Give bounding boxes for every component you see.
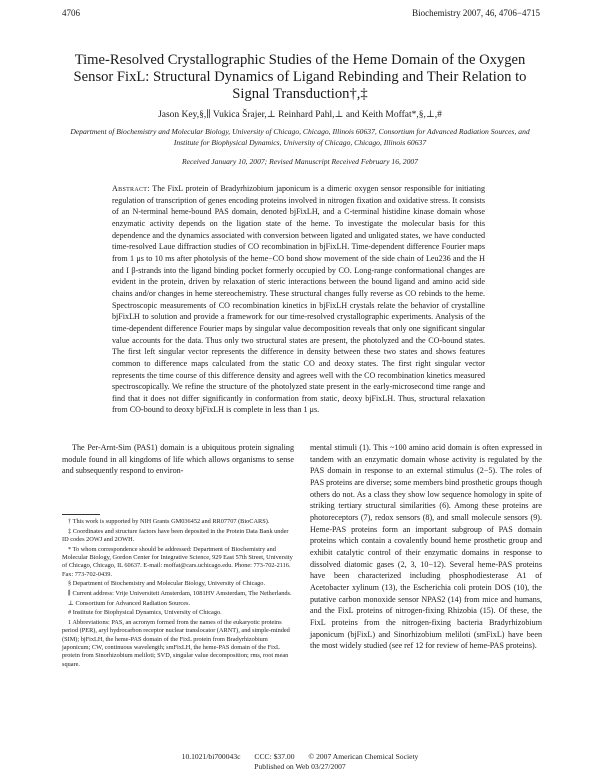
footnote: # Institute for Biophysical Dynamics, University of Chicago. xyxy=(68,609,222,617)
page-footer xyxy=(0,752,600,772)
price: CCC: $37.00 xyxy=(254,752,295,761)
article-title: Time-Resolved Crystallographic Studies of the Heme Domain of the Oxygen Sensor FixL: Structural Dynamics of Ligand Rebinding and Their Relation to Signal Transduction†,‡ xyxy=(73,52,527,102)
copyright: © 2007 American Chemical Society xyxy=(308,752,419,761)
footnote: 1 Abbreviations: PAS, an acronym formed from the names of the eukaryotic proteins period (PER), aryl hydrocarbon receptor nuclear translocator (ARNT), and simple-minded (SIM); bjFixLH, the heme-PAS domain of the FixL protein from Bradyrhizobium japonicum; CW, continuous wavelength; smFixLH, the heme-PAS domain of the FixL protein from Sinorhizobium meliloti; SVD, singular value decomposition; rms, root mean square. xyxy=(62,618,290,668)
abstract-text: The FixL protein of Bradyrhizobium japonicum is a dimeric oxygen sensor responsible for initiating regulation of transcription of genes encoding proteins involved in nitrogen fixation and oxidative stress. It consists of an N-terminal heme-bound PAS domain, denoted bjFixLH, and a C-terminal histidine kinase domain whose enzymatic activity depends on the ligation state of the heme. To investigate the molecular basis for this dependence and the dynamics associated with conversion between ligated and unligated states, we have conducted time-resolved Laue diffraction studies of CO recombination in bjFixLH. Time-dependent difference Fourier maps from 1 μs to 10 ms after photolysis of the heme−CO bond show movement of the side chain of Leu236 and the H and I β-strands into the ligand binding pocket formerly occupied by CO. Long-range conformational changes are evident in the protein, driven by relaxation of steric interactions between the bound ligand and amino acid side chains and/or changes in heme stereochemistry. These structural changes fully reverse as CO rebinds to the heme. Spectroscopic measurements of CO recombination kinetics in bjFixLH crystals relate the behavior of crystalline bjFixLH to solution and provide a framework for our time-resolved crystallographic experiments. Analysis of the time-dependent difference Fourier maps by singular value decomposition reveals that only one significant singular value accounts for the data. Thus only two structural states are present, the photolyzed and the CO-bound states. The first left singular vector represents the difference in density between these two states and shows features common to difference maps calculated from the static CO and deoxy states. The first right singular vector represents the time course of this difference density and agrees well with the CO recombination kinetics measured spectroscopically. We refine the structure of the photolyzed state present in the early-microsecond time range and find that it does not differ significantly in conformation from static, deoxy bjFixLH. Thus, structural relaxation from CO-bound to deoxy bjFixLH is complete in less than 1 μs. xyxy=(112,184,485,415)
running-header xyxy=(0,8,600,22)
abstract xyxy=(112,183,485,416)
footnote: ⊥ Consortium for Advanced Radiation Sources. xyxy=(68,599,191,607)
footnote: † This work is supported by NIH Grants GM036452 and RR07707 (BioCARS). xyxy=(68,518,270,525)
footnote: ∥ Current address: Vrije Universiteit Amsterdam, 1081HV Amsterdam, The Netherlands. xyxy=(68,590,292,597)
footnote: * To whom correspondence should be addressed: Department of Biochemistry and Molecular Biology, Gordon Center for Integrative Science, 929 East 57th Street, University of Chicago, Chicago, IL 60637. E-mail: moffat@cars.uchicago.edu. Phone: 773-702-2116. Fax: 773-702-0439. xyxy=(62,545,293,578)
footnote-divider xyxy=(62,514,100,515)
author-list: Jason Key,§,∥ Vukica Šrajer,⊥ Reinhard Pahl,⊥ and Keith Moffat*,§,⊥,# xyxy=(158,110,442,120)
received-dates: Received January 10, 2007; Revised Manuscript Received February 16, 2007 xyxy=(182,157,418,166)
affiliations: Department of Biochemistry and Molecular Biology, University of Chicago, Chicago, Illinois 60637, Consortium for Advanced Radiation Sources, and Institute for Biophysical Dynamics, University of Chicago, Chicago, Illinois 60637 xyxy=(70,127,530,147)
footnote: § Department of Biochemistry and Molecular Biology, University of Chicago. xyxy=(68,580,266,588)
body-text-left-column: The Per-Arnt-Sim (PAS1) domain is a ubiquitous protein signaling module found in all kingdoms of life which allows organisms to sense and subsequently respond to environ- xyxy=(62,443,294,476)
abstract-label: Abstract: xyxy=(112,184,150,193)
body-text-right-column: mental stimuli (1). This ~100 amino acid domain is often expressed in tandem with an enzymatic domain whose activity is regulated by the PAS domain in response to an external stimulus (2−5). The roles of PAS proteins are diverse; some members bind prosthetic groups though others do not. As a class they show low sequence homology in spite of striking tertiary structural similarities (6). Among these proteins are photoreceptors (7), redox sensors (8), and small molecule sensors (9). Heme-PAS proteins form an important subgroup of PAS domain proteins which contain a covalently bound heme prosthetic group and exhibit catalytic control of their enzymatic domains in response to dissolved diatomic gases (2, 3, 10−12). Several heme-PAS proteins have been characterized including phosphodiesterase A1 of Acetobacter xylinum (13), the Escherichia coli protein DOS (10), the putative carbon monoxide sensor NPAS2 (14) from mice and humans, and the FixL proteins of nitrogen-fixing Rhizobia (15). Of these, the FixL proteins from the nitrogen-fixing bacteria Bradyrhizobium japonicum (bjFixL) and Sinorhizobium meliloti (smFixL) have been the most widely studied (see ref 12 for review of heme-PAS proteins). xyxy=(310,443,542,651)
publication-date: Published on Web 03/27/2007 xyxy=(254,762,346,771)
footnotes xyxy=(62,518,294,670)
journal-citation: Biochemistry 2007, 46, 4706−4715 xyxy=(412,8,540,18)
footnote: ‡ Coordinates and structure factors have been deposited in the Protein Data Bank under ID codes 2OWJ and 2OWH. xyxy=(62,527,289,543)
doi: 10.1021/bi700043c xyxy=(181,752,241,761)
page-number: 4706 xyxy=(62,8,80,18)
